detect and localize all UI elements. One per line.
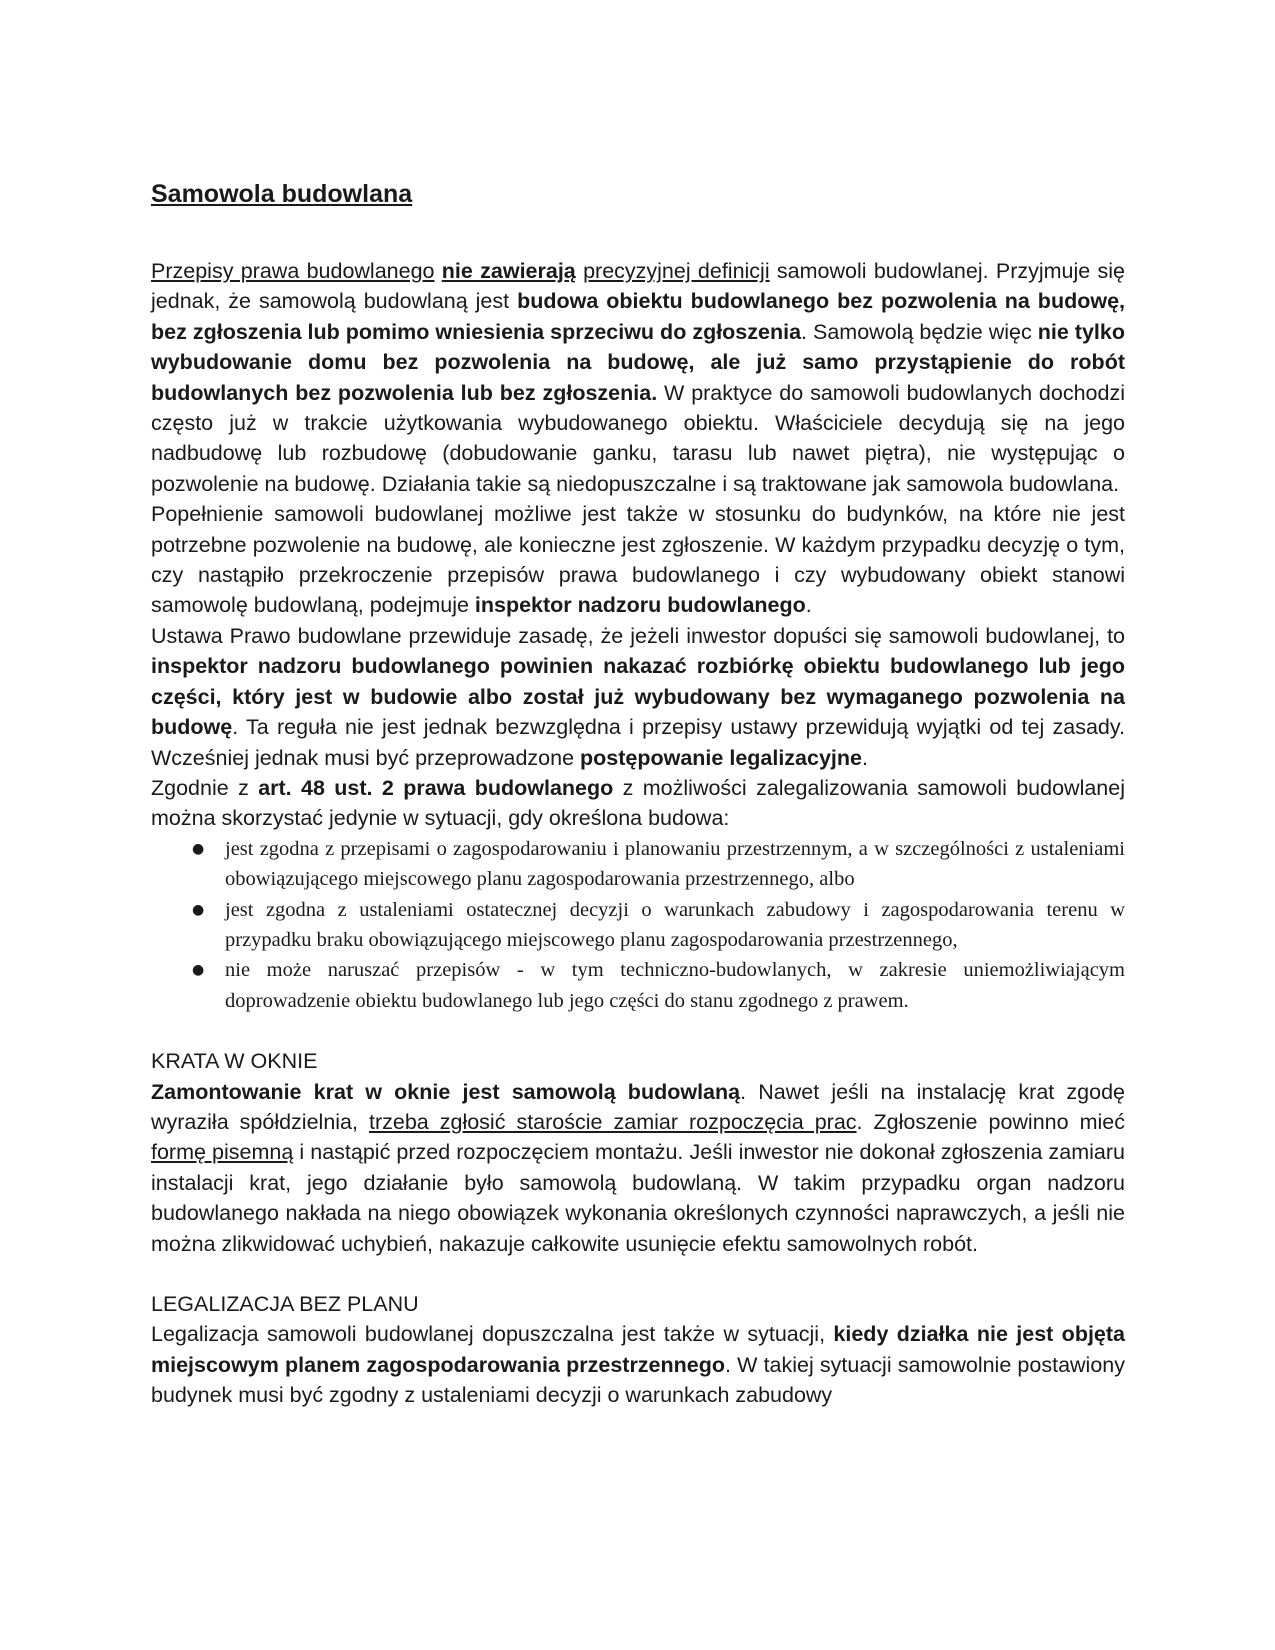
list-item	[192, 895, 1125, 956]
paragraph-legalizacja	[151, 1319, 1125, 1410]
link-przepisy[interactable]: Przepisy prawa budowlanego	[151, 259, 435, 283]
bold-span: art. 48 ust. 2 prawa budowlanego	[258, 775, 614, 800]
bullet-icon: ●	[192, 962, 205, 979]
text-span: . Nawet jeśli na instalację krat zgodę wyraziła spółdzielnia,	[151, 1079, 1125, 1134]
bold-span: kiedy działka nie jest objęta miejscowym planem zagospodarowania przestrzennego	[151, 1322, 1125, 1377]
text-span: W praktyce do samowoli budowlanych dochodzi często już w trakcie użytkowania wybudowanego obiektu. Właściciele decydują się na jego nadbudowę lub rozbudowę (dobudowanie ganku, tarasu lub nawet piętra), nie występując o pozwolenie na budowę. Działania takie są niedopuszczalne i są traktowane jak samowola budowlana.	[151, 380, 1125, 496]
bold-span: inspektor nadzoru budowlanego powinien nakazać rozbiórkę obiektu budowlanego lub jego części, który jest w budowie albo został już wybudowany bez wymaganego pozwolenia na budowę	[151, 654, 1125, 740]
section-spacer	[151, 1016, 1125, 1046]
paragraph-krata	[151, 1077, 1125, 1259]
bold-span: nie tylko wybudowanie domu bez pozwolenia na budowę, ale już samo przystąpienie do robót budowlanych bez pozwolenia lub bez zgłoszenia.	[151, 319, 1125, 405]
text-span: Ustawa Prawo budowlane przewiduje zasadę, że jeżeli inwestor dopuści się samowoli budowlanej, to	[151, 623, 1125, 648]
conditions-list	[151, 834, 1125, 1016]
text-span: . W takiej sytuacji samowolnie postawiony budynek musi być zgodny z ustaleniami decyzji o warunkach zabudowy	[151, 1352, 1125, 1408]
text-span: Zgodnie z	[151, 775, 259, 800]
link-precyzyjnej-definicji[interactable]: precyzyjnej definicji	[583, 259, 770, 283]
text-span: .	[805, 593, 812, 618]
bullet-icon: ●	[192, 840, 205, 857]
list-item-text: jest zgodna z ustaleniami ostatecznej decyzji o warunkach zabudowy i zagospodarowania terenu w przypadku braku obowiązującego miejscowego planu zagospodarowania przestrzennego,	[225, 898, 1125, 951]
section-spacer	[151, 1259, 1125, 1289]
list-item	[192, 834, 1125, 895]
text-span: Legalizacja samowoli budowlanej dopuszczalna jest także w sytuacji,	[151, 1322, 834, 1347]
bold-span: Zamontowanie krat w oknie jest samowolą budowlaną	[151, 1079, 741, 1104]
paragraph-zgloszenie	[151, 499, 1125, 621]
link-forma-pisemna[interactable]: formę pisemną	[151, 1140, 294, 1165]
text-span: i nastąpić przed rozpoczęciem montażu. Jeśli inwestor nie dokonał zgłoszenia zamiaru instalacji krat, jego działanie było samowolą budowlaną. W takim przypadku organ nadzoru budowlanego nakłada na niego obowiązek wykonania określonych czynności naprawczych, a jeśli nie można zlikwidować uchybień, nakazuje całkowite usunięcie efektu samowolnych robót.	[151, 1140, 1126, 1256]
paragraph-art-48	[151, 773, 1125, 834]
text-span: . Zgłoszenie powinno mieć	[856, 1109, 1125, 1134]
bold-span: inspektor nadzoru budowlanego	[474, 593, 806, 618]
bold-span: budowa obiektu budowlanego bez pozwolenia na budowę, bez zgłoszenia lub pomimo wniesienia sprzeciwu do zgłoszenia	[151, 289, 1125, 344]
list-item-text: nie może naruszać przepisów - w tym techniczno-budowlanych, w zakresie uniemożliwiającym doprowadzenie obiektu budowlanego lub jego części do stanu zgodnego z prawem.	[225, 959, 1125, 1012]
paragraph-rozbiorka	[151, 621, 1125, 773]
section-heading-krata: KRATA W OKNIE	[151, 1049, 318, 1074]
link-nie-zawieraja[interactable]: nie zawierają	[441, 259, 576, 283]
text-span: .	[862, 745, 868, 770]
text-span: . Samowolą będzie więc	[801, 319, 1038, 344]
link-zglosic-starosce[interactable]: trzeba zgłosić staroście zamiar rozpoczęcia prac	[368, 1109, 857, 1134]
text-span: Popełnienie samowoli budowlanej możliwe jest także w stosunku do budynków, na które nie jest potrzebne pozwolenie na budowę, ale konieczne jest zgłoszenie. W każdym przypadku decyzję o tym, czy nastąpiło przekroczenie przepisów prawa budowlanego i czy wybudowany obiekt stanowi samowolę budowlaną, podejmuje	[151, 502, 1125, 618]
list-item	[192, 955, 1125, 1016]
document-title: Samowola budowlana	[151, 180, 413, 208]
text-span: z możliwości zalegalizowania samowoli budowlanej można skorzystać jedynie w sytuacji, gdy określona budowa:	[151, 775, 1125, 831]
intro-paragraph	[151, 256, 1125, 499]
bold-span: postępowanie legalizacyjne	[580, 745, 862, 770]
text-span: samowoli budowlanej. Przyjmuje się jednak, że samowolą budowlaną jest	[151, 259, 1126, 314]
list-item-text: jest zgodna z przepisami o zagospodarowaniu i planowaniu przestrzennym, a w szczególności z ustaleniami obowiązującego miejscowego planu zagospodarowania przestrzennego, albo	[225, 837, 1125, 891]
text-span: . Ta reguła nie jest jednak bezwzględna i przepisy ustawy przewidują wyjątki od tej zasady. Wcześniej jednak musi być przeprowadzone	[151, 715, 1125, 770]
bullet-icon: ●	[192, 901, 205, 918]
section-heading-legalizacja: LEGALIZACJA BEZ PLANU	[151, 1292, 419, 1316]
document-page	[151, 176, 1125, 1411]
